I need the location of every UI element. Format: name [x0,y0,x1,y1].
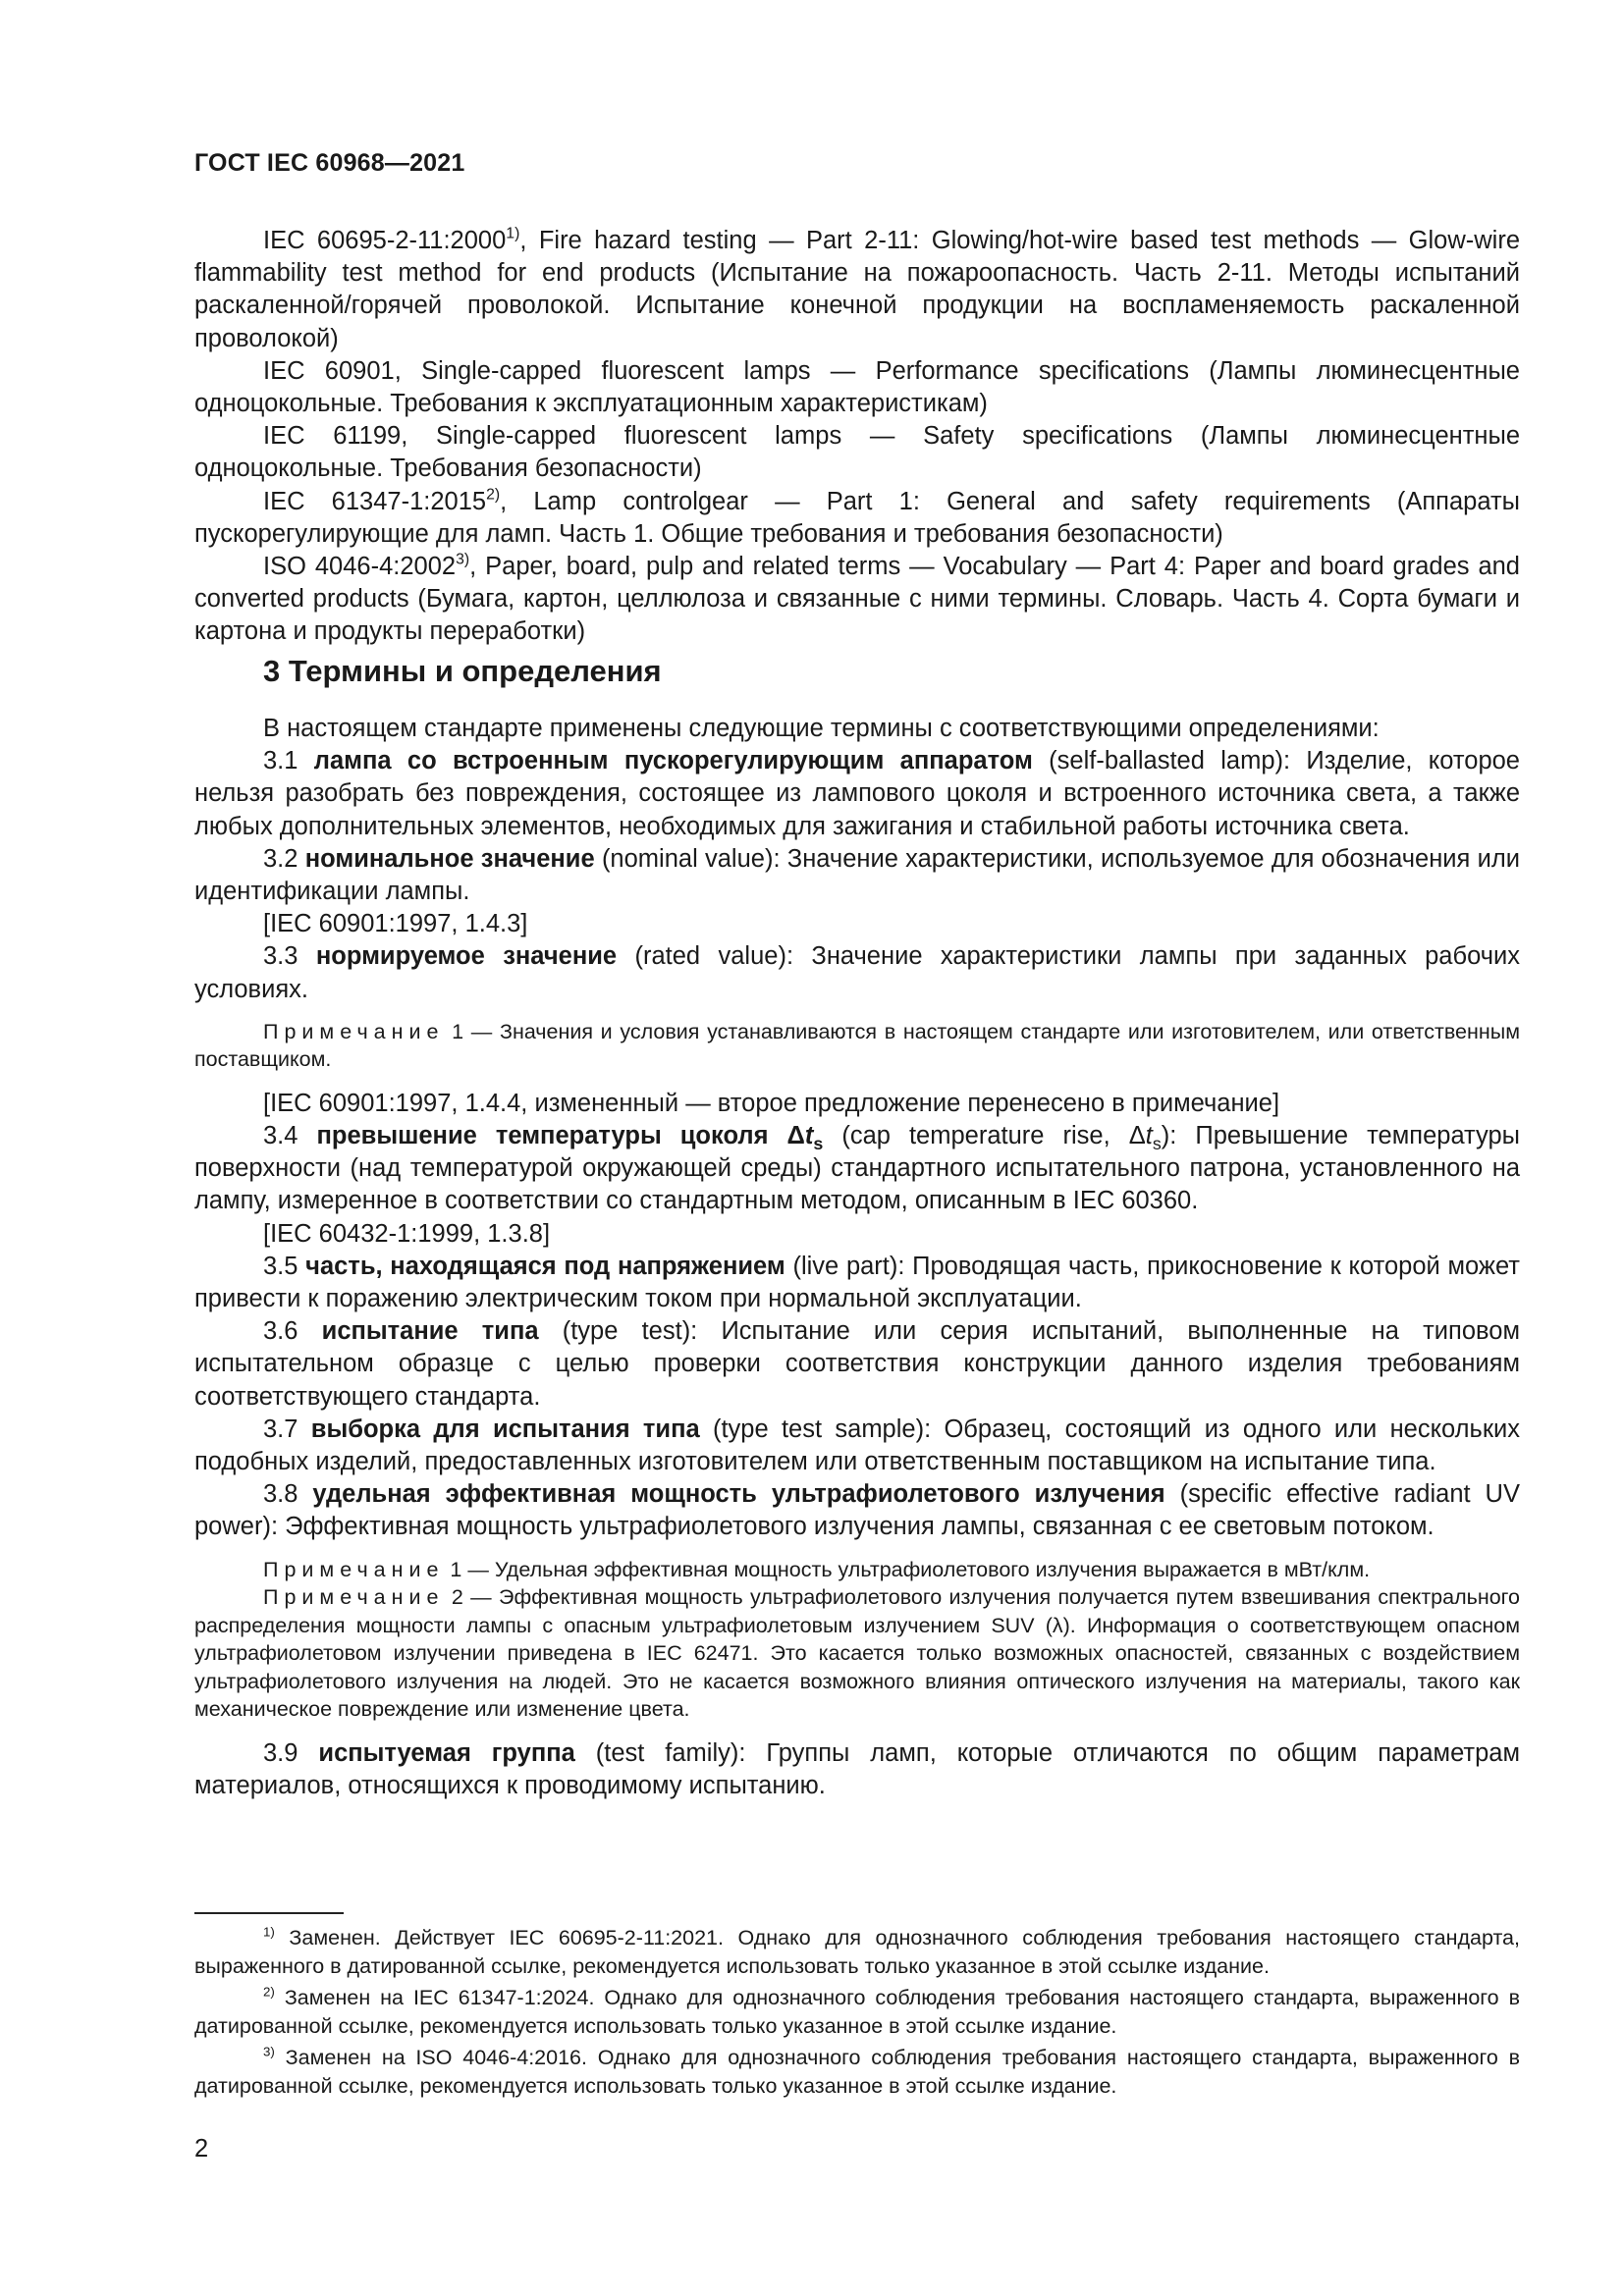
term-3-5: 3.5 часть, находящаяся под напряжением (live part): Проводящая часть, прикосновение к которой может привести к поражению электрическим током при нормальной эксплуатации. [194,1252,1520,1313]
reference-item: ISO 4046-4:2002$^{3)}$, Paper, board, pulp and related terms — Vocabulary — Part 4: Paper and board grades and converted products (Бумага, картон, целлюлоза и связанные с ними термины. Словарь. Часть 4. Сорта бумаги и картона и продукты переработки) [194,551,1520,646]
page-number: 2 [194,2135,209,2163]
section-intro: В настоящем стандарте применены следующие термины с соответствующими определениями: [263,715,1380,742]
term-3-2: 3.2 номинальное значение (nominal value): Значение характеристики, используемое для обозначения или идентификации лампы. [194,844,1520,906]
note: Примечание 2 — Эффективная мощность ультрафиолетового излучения получается путем взвешивания спектрального распределения мощности лампы с опасным ультрафиолетовым излучением SUV (λ). Информация о соответствующем опасном ультрафиолетовом излучении приведена в IEC 62471. Это касается только возможных опасностей, связанных с воздействием ультрафиолетового излучения на людей. Это не касается возможного влияния оптического излучения на материалы, такого как механическое повреждение или изменение цвета. [194,1585,1520,1722]
footnote-divider [194,1912,344,1914]
footnote: $^{3)}$ Заменен на ISO 4046-4:2016. Однако для однозначного соблюдения требования настоящего стандарта, выраженного в датированной ссылке, рекомендуется использовать только указанное в этой ссылке издание. [194,2044,1520,2098]
footnote: $^{2)}$ Заменен на IEC 61347-1:2024. Однако для однозначного соблюдения требования настоящего стандарта, выраженного в датированной ссылке, рекомендуется использовать только указанное в этой ссылке издание. [194,1984,1520,2038]
term-reference: [IEC 60901:1997, 1.4.3] [263,910,528,938]
term-3-7: 3.7 выборка для испытания типа (type test sample): Образец, состоящий из одного или нескольких подобных изделий, предоставленных изготовителем или ответственным поставщиком на испытание типа. [194,1415,1520,1476]
term-3-1: 3.1 лампа со встроенным пускорегулирующим аппаратом (self-ballasted lamp): Изделие, которое нельзя разобрать без повреждения, состоящее из лампового цоколя и встроенного источника света, а также любых дополнительных элементов, необходимых для зажигания и стабильной работы источника света. [194,747,1520,840]
footnotes [194,1912,1520,2104]
references-list [194,225,1520,649]
term-3-3: 3.3 нормируемое значение (rated value): Значение характеристики лампы при заданных рабочих условиях. [194,942,1520,1003]
reference-item: IEC 60901, Single-capped fluorescent lamps — Performance specifications (Лампы люминесцентные одноцокольные. Требования к эксплуатационным характеристикам) [194,356,1520,418]
section-title: 3 Термины и определения [263,654,662,688]
term-3-4: 3.4 превышение температуры цоколя $\Delta t_s$ (cap temperature rise, $\Delta t_s$): Превышение температуры поверхности (над температурой окружающей среды) стандартного испытательного патрона, установленного на лампу, измеренное в соответствии со стандартным методом, описанным в IEC 60360. [194,1122,1520,1215]
reference-item: IEC 60695-2-11:2000$^{1)}$, Fire hazard testing — Part 2-11: Glowing/hot-wire based test methods — Glow-wire flammability test method for end products (Испытание на пожароопасность. Часть 2-11. Методы испытаний раскаленной/горячей проволокой. Испытание конечной продукции на воспламеняемость раскаленной проволокой) [194,225,1520,352]
terms-section [194,713,1520,1802]
document-header: ГОСТ IEC 60968—2021 [194,149,465,177]
reference-item: IEC 61199, Single-capped fluorescent lamps — Safety specifications (Лампы люминесцентные одноцокольные. Требования безопасности) [194,422,1520,483]
term-reference: [IEC 60432-1:1999, 1.3.8] [263,1219,551,1248]
term-3-6: 3.6 испытание типа (type test): Испытание или серия испытаний, выполненные на типовом испытательном образце с целью проверки соответствия конструкции данного изделия требованиям соответствующего стандарта. [194,1317,1520,1411]
term-3-8: 3.8 удельная эффективная мощность ультрафиолетового излучения (specific effective radiant UV power): Эффективная мощность ультрафиолетового излучения лампы, связанная с ее световым потоком. [194,1480,1520,1541]
reference-item: IEC 61347-1:2015$^{2)}$, Lamp controlgear — Part 1: General and safety requirements (Аппараты пускорегулирующие для ламп. Часть 1. Общие требования и требования безопасности) [194,486,1520,548]
note: Примечание 1 — Значения и условия устанавливаются в настоящем стандарте или изготовителем, или ответственным поставщиком. [194,1019,1520,1072]
footnote: $^{1)}$ Заменен. Действует IEC 60695-2-11:2021. Однако для однозначного соблюдения требования настоящего стандарта, выраженного в датированной ссылке, рекомендуется использовать только указанное в этой ссылке издание. [194,1924,1520,1978]
term-3-9: 3.9 испытуемая группа (test family): Группы ламп, которые отличаются по общим параметрам материалов, относящихся к проводимому испытанию. [194,1738,1520,1799]
term-reference: [IEC 60901:1997, 1.4.4, измененный — второе предложение перенесено в примечание] [263,1089,1280,1117]
note: Примечание 1 — Удельная эффективная мощность ультрафиолетового излучения выражается в мВт/клм. [263,1557,1371,1581]
